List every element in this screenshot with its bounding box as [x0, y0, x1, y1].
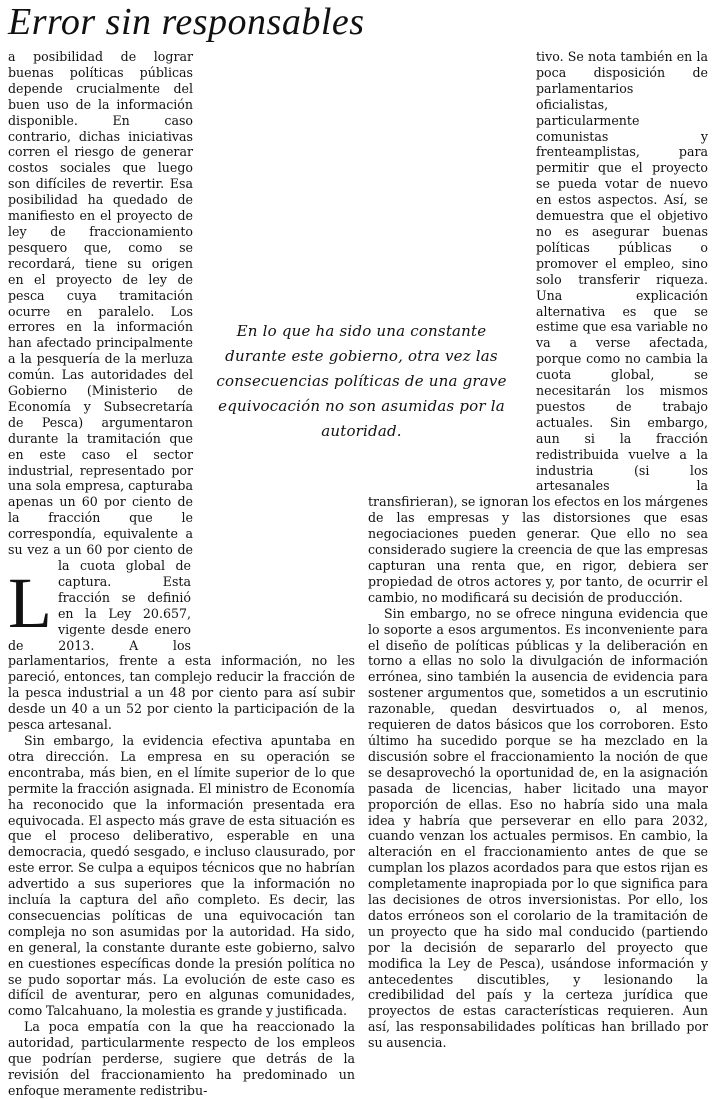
- article-title: Error sin responsables: [8, 1, 365, 43]
- paragraph: tivo. Se nota también en la poca disposición de parlamentarios oficialistas, particularmente comunistas y frenteamplistas, para permitir que el proyecto se pueda votar de nuevo en estos aspectos. Así, se demuestra que el objetivo no es asegurar buenas políticas públicas o promover el empleo, sino solo transferir riqueza. Una explicación alternativa es que se estime que esa variable no va a verse afectada, porque como no cambia la cuota global, se necesitarán los mismos puestos de trabajo actuales. Sin embargo, aun si la fracción redistribuida vuelve a la industria (si los artesanales la transfirieran), se ignoran los efectos en los márgenes de las empresas y las distorsiones que esas negociaciones pueden generar. Que ello no sea considerado sugiere la creencia de que las empresas capturan una renta que, en rigor, debiera ser propiedad de otros actores y, por tanto, de ocurrir el cambio, no modificará su decisión de producción.: [368, 49, 708, 605]
- article-column-left: [8, 49, 355, 1099]
- drop-cap: L: [8, 563, 52, 643]
- paragraph: a posibilidad de lograr buenas políticas públicas depende crucialmente del buen uso de la información disponible. En caso contrario, dichas iniciativas corren el riesgo de generar costos sociales que luego son difíciles de revertir. Esa posibilidad ha quedado de manifiesto en el proyecto de ley de fraccionamiento pesquero que, como se recordará, tiene su origen en el proyecto de ley de pesca cuya tramitación ocurre en paralelo. Los errores en la información han afectado principalmente a la pesquería de la merluza común. Las autoridades del Gobierno (Ministerio de Economía y Subsecretaría de Pesca) argumentaron durante la tramitación que en este caso el sector industrial, representado por una sola empresa, capturaba apenas un 60 por ciento de la fracción que le correspondía, equivalente a su vez a un 60 por ciento de la cuota global de captura. Esta fracción se definió en la Ley 20.657, vigente desde enero de 2013. A los parlamentarios, frente a esta información, no les pareció, entonces, tan complejo reducir la fracción de la pesca industrial a un 48 por ciento para así subir desde un 40 a un 52 por ciento la participación de la pesca artesanal.: [8, 49, 355, 733]
- article-column-right: [368, 49, 708, 1051]
- pull-quote: [202, 319, 521, 440]
- pull-quote-text: En lo que ha sido una constante durante este gobierno, otra vez las consecuencias políticas de una grave equivocación no son asumidas por la autoridad.: [216, 322, 507, 440]
- paragraph: La poca empatía con la que ha reaccionado la autoridad, particularmente respecto de los empleos que podrían perderse, sugiere que detrás de la revisión del fraccionamiento ha predominado un enfoque meramente redistribu-: [8, 1019, 355, 1098]
- paragraph: Sin embargo, la evidencia efectiva apuntaba en otra dirección. La empresa en su operación se encontraba, más bien, en el límite superior de lo que permite la fracción asignada. El ministro de Economía ha reconocido que la información presentada era equivocada. El aspecto más grave de esta situación es que el proceso deliberativo, esperable en una democracia, quedó sesgado, e incluso clausurado, por este error. Se culpa a equipos técnicos que no habrían advertido a sus superiores que la información no incluía la captura del año completo. Es decir, las consecuencias políticas de una equivocación tan compleja no son asumidas por la autoridad. Ha sido, en general, la constante durante este gobierno, salvo en cuestiones específicas donde la presión política no se pudo soportar más. La evolución de este caso es difícil de aventurar, pero en algunas comunidades, como Talcahuano, la molestia es grande y justificada.: [8, 732, 355, 1019]
- paragraph: Sin embargo, no se ofrece ninguna evidencia que lo soporte a esos argumentos. Es inconveniente para el diseño de políticas públicas y la deliberación en torno a ellas no solo la divulgación de información errónea, sino también la ausencia de evidencia para sostener argumentos que, sometidos a un escrutinio razonable, quedan desvirtuados o, al menos, requieren de datos básicos que los corroboren. Esto último ha sucedido porque se ha mezclado en la discusión sobre el fraccionamiento la noción de que se desaprovechó la oportunidad de, en la asignación pasada de licencias, haber licitado una mayor proporción de ellas. Eso no habría sido una mala idea y habría que perseverar en ello para 2032, cuando venzan los actuales permisos. En cambio, la alteración en el fraccionamiento antes de que se cumplan los plazos acordados para que estos rijan es completamente inapropiada por lo que significa para las decisiones de otros inversionistas. Por ello, los datos erróneos son el corolario de la tramitación de un proyecto que ha sido mal conducido (partiendo por la decisión de separarlo del proyecto que modifica la Ley de Pesca), usándose información y antecedentes discutibles, y lesionando la credibilidad del país y la certeza jurídica que proyectos de estas características requieren. Aun así, las responsabilidades políticas han brillado por su ausencia.: [368, 605, 708, 1051]
